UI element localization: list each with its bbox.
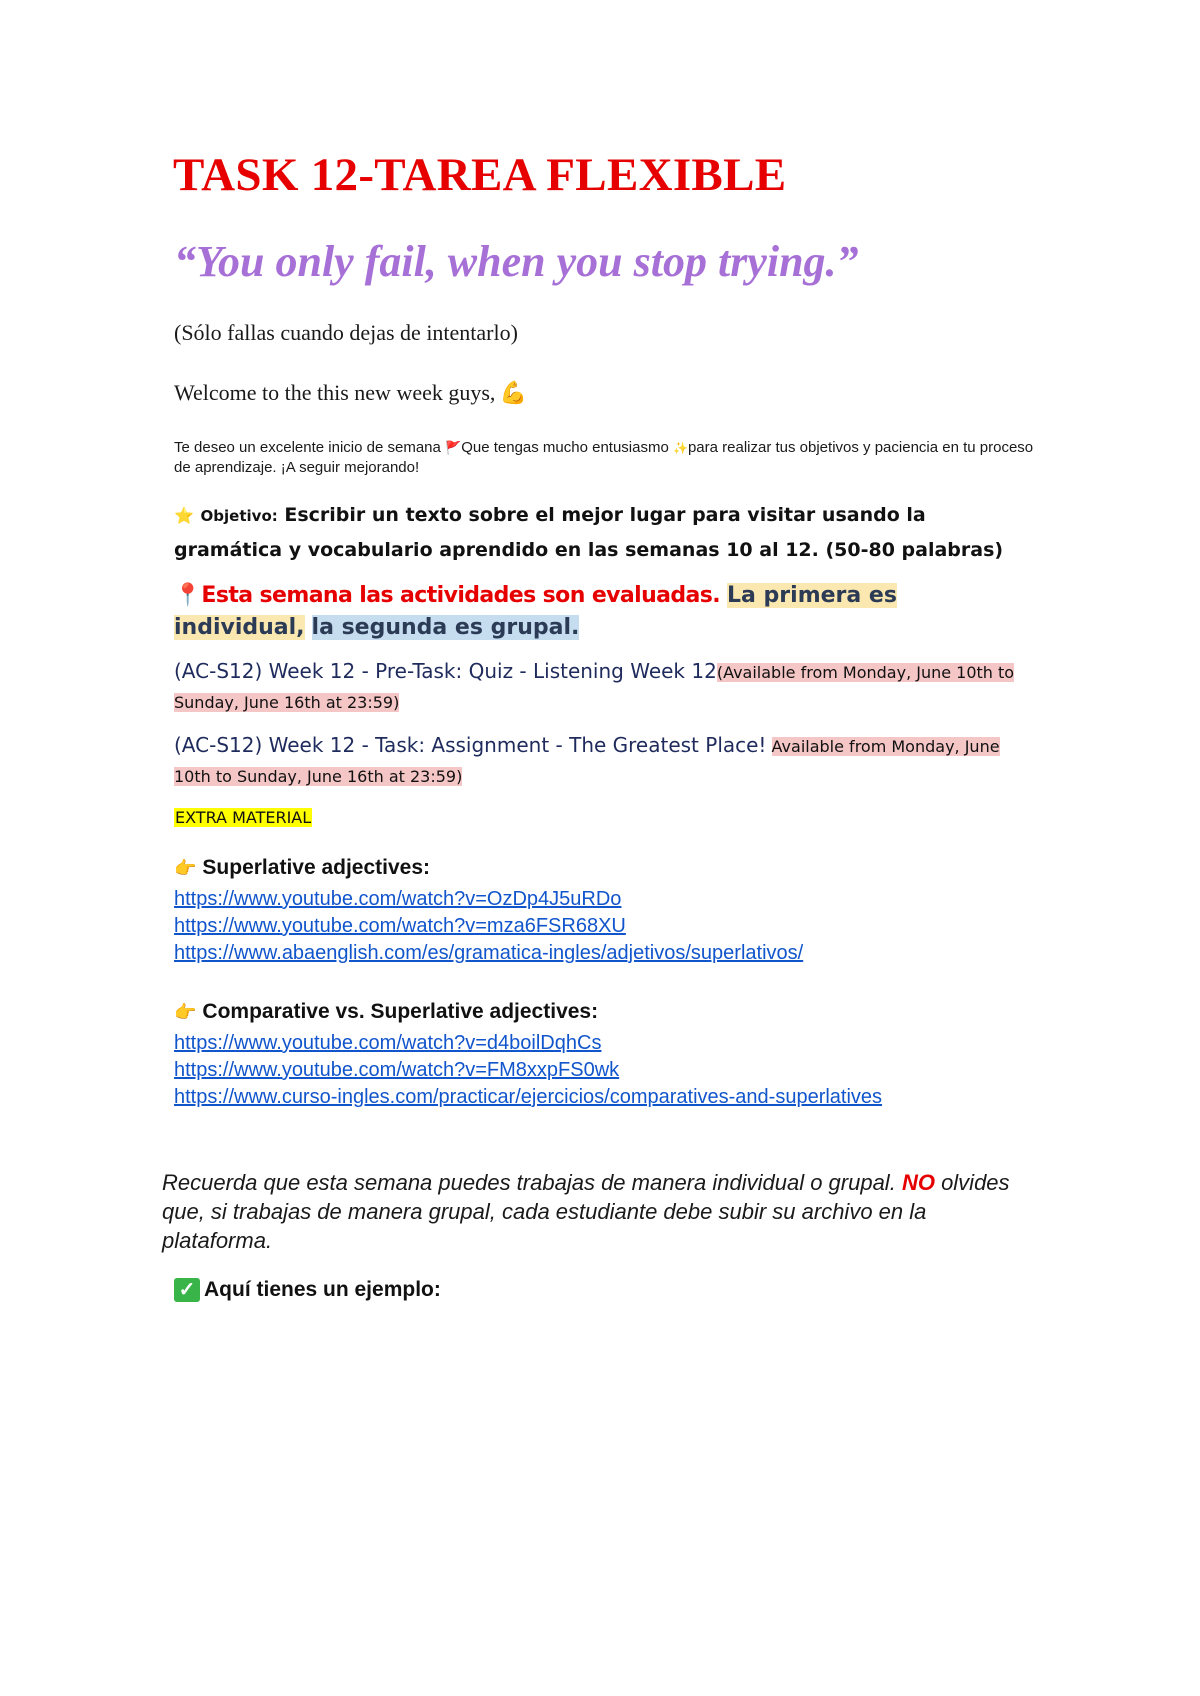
quote-translation: (Sólo fallas cuando dejas de intentarlo) — [174, 320, 518, 345]
wish-text-2: Que tengas mucho entusiasmo — [461, 439, 669, 456]
comparative-link-1[interactable]: https://www.youtube.com/watch?v=d4boilDqhCs — [174, 1032, 602, 1054]
pointing-hand-icon: 👉 — [174, 1001, 197, 1022]
pointing-hand-icon: 👉 — [174, 857, 197, 878]
objective-label: Objetivo: — [200, 507, 278, 525]
reminder-text-1: Recuerda que esta semana puedes trabajas de manera individual o grupal. — [162, 1170, 896, 1195]
pin-icon: 📍 — [174, 583, 202, 608]
welcome-text: Welcome to the this new week guys, — [174, 380, 496, 405]
superlative-link-1[interactable]: https://www.youtube.com/watch?v=OzDp4J5uRDo — [174, 888, 622, 910]
welcome-line — [174, 380, 527, 406]
wish-text-3: para realizar tus objetivos y paciencia en tu proceso de aprendizaje. ¡A seguir mejorando! — [174, 439, 1034, 476]
sparkles-icon: ✨ — [673, 441, 688, 455]
superlative-title: Superlative adjectives: — [202, 856, 431, 879]
reminder-paragraph — [162, 1168, 1042, 1255]
check-icon: ✓ — [174, 1278, 200, 1302]
reminder-no: NO — [901, 1170, 935, 1195]
individual-text: La primera es individual, — [174, 583, 897, 640]
wish-text-1: Te deseo un excelente inicio de semana — [174, 439, 441, 456]
task-title: (AC-S12) Week 12 - Task: Assignment - The Greatest Place! — [174, 733, 767, 757]
star-icon: ⭐ — [174, 506, 194, 525]
comparative-heading — [174, 1000, 598, 1024]
task-item — [174, 656, 1034, 718]
muscle-icon: 💪 — [499, 380, 527, 405]
objective-text: Escribir un texto sobre el mejor lugar para visitar usando la gramática y vocabulario aprendido en las semanas 10 al 12. (50-80 palabras) — [174, 504, 1004, 561]
wish-paragraph — [174, 438, 1034, 478]
example-heading — [174, 1278, 441, 1302]
reminder-text-2: olvides que, si trabajas de manera grupal, cada estudiante debe subir su archivo en la plataforma. — [162, 1170, 1010, 1253]
comparative-title: Comparative vs. Superlative adjectives: — [202, 1000, 599, 1023]
motivational-quote: “You only fail, when you stop trying.” — [174, 237, 859, 286]
superlative-link-2[interactable]: https://www.youtube.com/watch?v=mza6FSR68XU — [174, 915, 626, 937]
task-availability: (Available from Monday, June 10th to Sunday, June 16th at 23:59) — [174, 663, 1015, 712]
group-text: la segunda es grupal. — [311, 615, 580, 640]
superlative-link-3[interactable]: https://www.abaenglish.com/es/gramatica-ingles/adjetivos/superlativos/ — [174, 942, 804, 964]
comparative-link-2[interactable]: https://www.youtube.com/watch?v=FM8xxpFS0wk — [174, 1059, 620, 1081]
evaluated-text: Esta semana las actividades son evaluadas. — [201, 583, 721, 608]
task-title: (AC-S12) Week 12 - Pre-Task: Quiz - Listening Week 12 — [174, 659, 717, 683]
comparative-link-3[interactable]: https://www.curso-ingles.com/practicar/ejercicios/comparatives-and-superlatives — [174, 1086, 883, 1108]
task-item — [174, 730, 1034, 792]
example-text: Aquí tienes un ejemplo: — [204, 1278, 441, 1301]
page-title: TASK 12-TAREA FLEXIBLE — [173, 149, 787, 201]
task-availability: Available from Monday, June 10th to Sunday, June 16th at 23:59) — [174, 737, 1000, 786]
superlative-heading — [174, 856, 430, 880]
extra-material-label: EXTRA MATERIAL — [175, 808, 312, 827]
evaluation-notice — [174, 580, 1034, 644]
objective-paragraph — [174, 498, 1034, 567]
flag-icon: 🚩 — [445, 440, 462, 455]
